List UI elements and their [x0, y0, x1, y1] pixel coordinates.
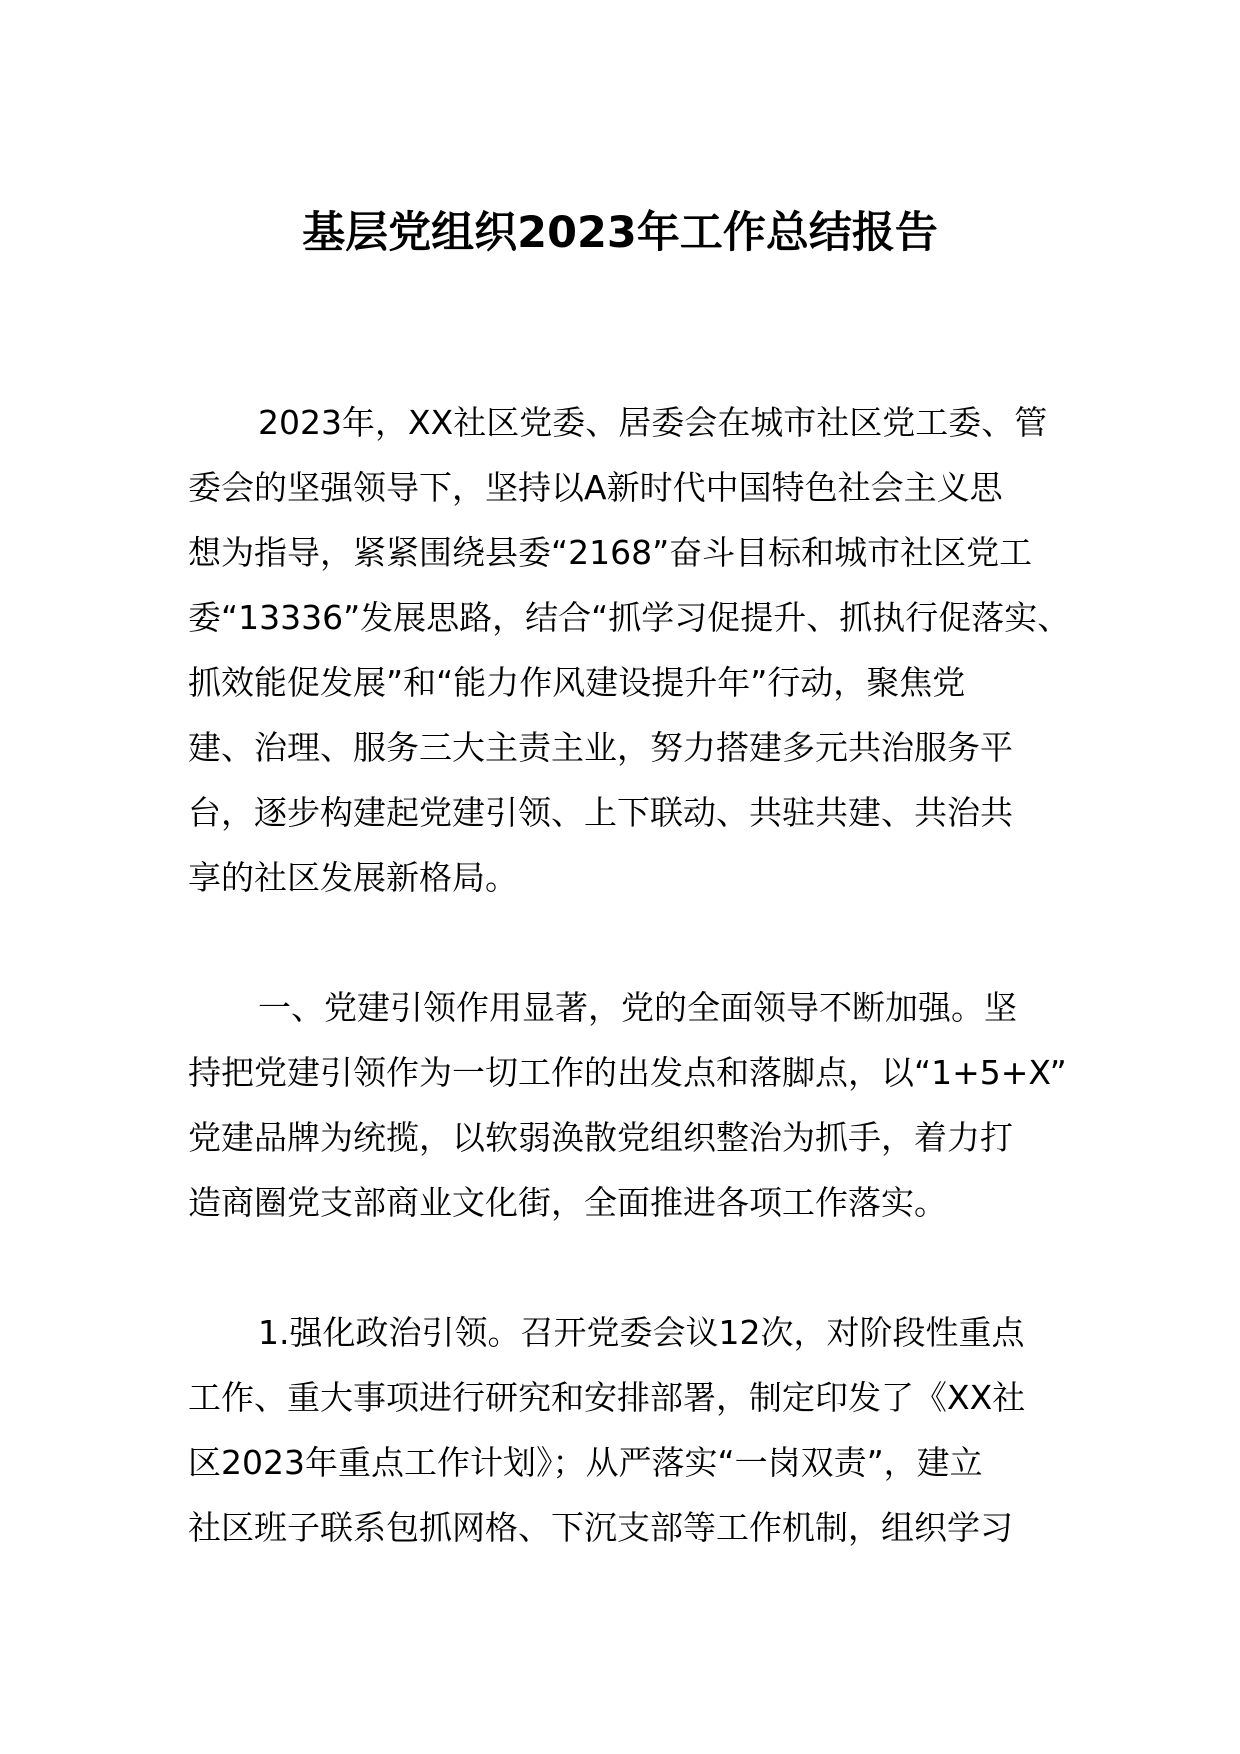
paragraph-item-1 [188, 1300, 1088, 1560]
paragraph-gap [188, 1235, 1088, 1300]
text-line: 2023年，XX社区党委、居委会在城市社区党工委、管 [258, 403, 1048, 442]
text-line: 工作、重大事项进行研究和安排部署，制定印发了《XX社 [188, 1378, 1026, 1417]
document-title: 基层党组织2023年工作总结报告 [302, 208, 938, 258]
text-line: 一、党建引领作用显著，党的全面领导不断加强。坚 [258, 988, 1017, 1027]
text-line: 造商圈党支部商业文化街，全面推进各项工作落实。 [188, 1183, 947, 1222]
document-body [188, 390, 1088, 1560]
text-line: 享的社区发展新格局。 [188, 858, 518, 897]
text-line: 委会的坚强领导下，坚持以A新时代中国特色社会主义思 [188, 468, 1003, 507]
text-line: 社区班子联系包抓网格、下沉支部等工作机制，组织学习 [188, 1508, 1013, 1547]
text-line: 建、治理、服务三大主责主业，努力搭建多元共治服务平 [188, 728, 1013, 767]
paragraph-section-1 [188, 975, 1088, 1235]
text-line: 抓效能促发展”和“能力作风建设提升年”行动，聚焦党 [188, 663, 966, 702]
text-line: 委“13336”发展思路，结合“抓学习促提升、抓执行促落实、 [188, 598, 1071, 637]
text-line: 台，逐步构建起党建引领、上下联动、共驻共建、共治共 [188, 793, 1013, 832]
text-line: 1.强化政治引领。召开党委会议12次，对阶段性重点 [258, 1313, 1025, 1352]
text-line: 党建品牌为统揽，以软弱涣散党组织整治为抓手，着力打 [188, 1118, 1013, 1157]
paragraph-gap [188, 910, 1088, 975]
text-line: 区2023年重点工作计划》；从严落实“一岗双责”，建立 [188, 1443, 983, 1482]
text-line: 持把党建引领作为一切工作的出发点和落脚点，以“1+5+X” [188, 1053, 1067, 1092]
text-line: 想为指导，紧紧围绕县委“2168”奋斗目标和城市社区党工 [188, 533, 1033, 572]
paragraph-intro [188, 390, 1088, 910]
